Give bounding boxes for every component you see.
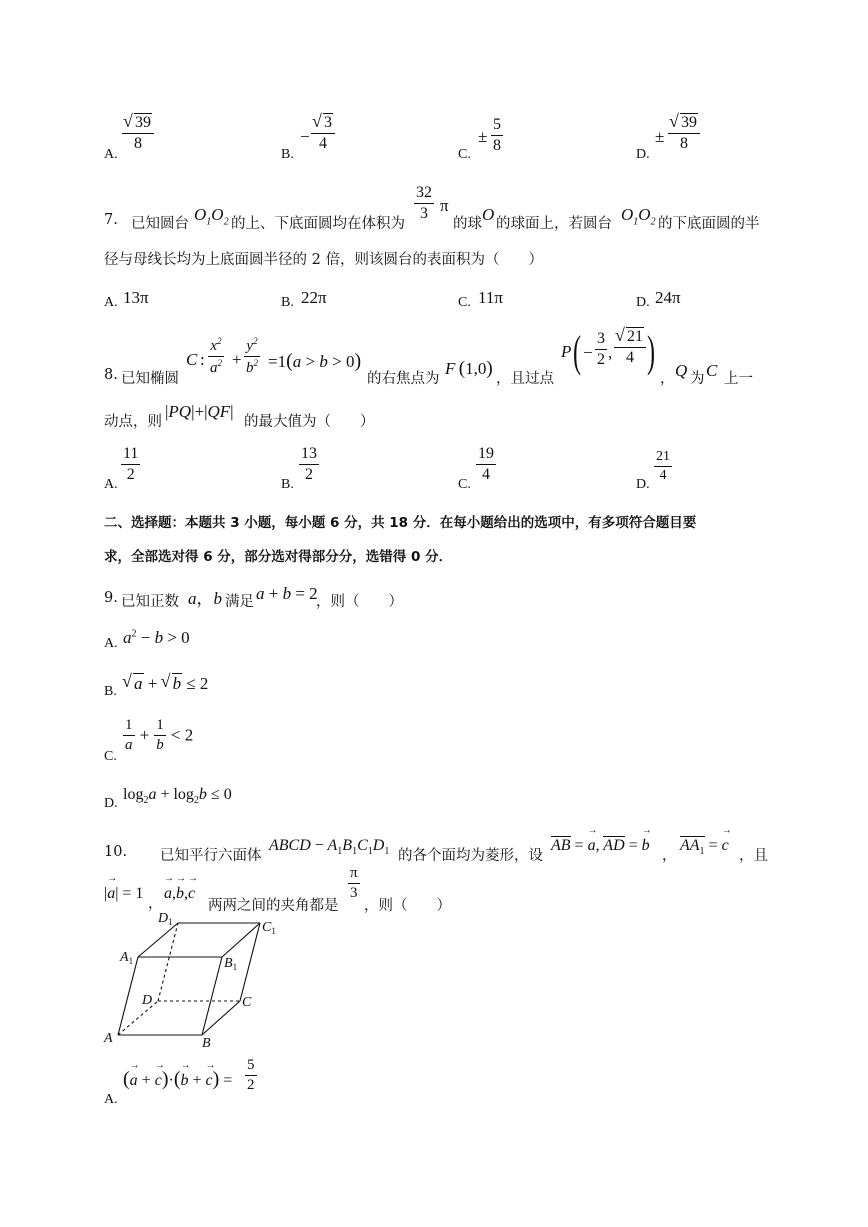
question-text: ，则（ ） — [316, 594, 403, 610]
option-fraction: $\frac{11}{2}$ — [123, 445, 139, 483]
question-text: 已知正数 — [121, 594, 179, 610]
option-label: B. — [281, 147, 294, 162]
section-heading-line1: 二、选择题：本题共 3 小题，每小题 6 分，共 18 分．在每小题给出的选项中，有多项符合题目要 — [104, 515, 697, 531]
option-value: 24π — [655, 288, 681, 307]
question-text: 已知椭圆 — [121, 371, 179, 387]
question-text-line2: 动点，则 — [104, 414, 162, 430]
option-label: A. — [104, 477, 118, 492]
question-text: 的球 — [453, 216, 482, 232]
option-sign: ± — [478, 127, 488, 146]
question-text: ，则（ ） — [364, 898, 451, 914]
option-label: B. — [104, 684, 117, 699]
math-q: Q — [675, 361, 688, 380]
question-text: ， — [148, 896, 163, 912]
option-value: 11π — [478, 288, 503, 307]
question-text: 为 — [690, 371, 705, 387]
figure-label-a1: $A_1$ — [120, 950, 134, 966]
question-text-line2: 径与母线长均为上底面圆半径的 2 倍，则该圆台的表面积为（ ） — [104, 252, 543, 268]
option-value: 13π — [123, 288, 149, 307]
question-text: 的右焦点为 — [367, 371, 440, 387]
question-text: ， — [660, 371, 675, 387]
figure-label-b: B — [202, 1036, 211, 1051]
math-pq-qf: |PQ|+|QF| — [165, 402, 234, 421]
math-a-plus-b: a + b = 2 — [256, 584, 318, 603]
figure-label-a: A — [104, 1031, 113, 1046]
option-b-expression: √ a + √ b ≤ 2 — [123, 674, 208, 694]
question-text: ， — [662, 848, 677, 864]
question-text: 两两之间的夹角都是 — [208, 898, 339, 914]
option-label: D. — [636, 147, 650, 162]
question-text: ，且 — [739, 848, 768, 864]
option-sign: ± — [655, 127, 665, 146]
option-label: A. — [104, 636, 118, 651]
question-text: 已知平行六面体 — [160, 848, 262, 864]
question-text-line2: 的最大值为（ ） — [244, 414, 375, 430]
option-label: C. — [458, 147, 471, 162]
figure-label-c: C — [242, 995, 252, 1010]
question-text: 的球面上，若圆台 — [496, 216, 612, 232]
option-label: C. — [458, 477, 471, 492]
question-number: 8. — [104, 367, 118, 383]
question-text: 满足 — [225, 594, 254, 610]
option-fraction: √ $\frac{39}{8}$ — [668, 115, 700, 153]
option-fraction: $\frac{5}{8}$ — [493, 116, 501, 154]
option-fraction: √ $\frac{39}{8}$ — [122, 115, 154, 153]
math-o: O — [482, 205, 495, 224]
math-vector-aa1: $AA_1 = c$ → — [680, 837, 729, 857]
option-fraction: $\frac{13}{2}$ — [301, 445, 317, 483]
option-fraction: √ $\frac{3}{4}$ — [311, 115, 335, 153]
question-text: 的下底面圆的半 — [658, 216, 760, 232]
math-focus-f: F (1,0) — [445, 358, 493, 379]
option-d-expression: $\log_2a + \log_2b \le 0$ — [123, 786, 232, 807]
question-text: 的各个面均为菱形，设 — [398, 848, 543, 864]
math-a-b: a，b — [188, 589, 222, 608]
question-text: ，且过点 — [496, 371, 554, 387]
question-number: 10. — [104, 844, 128, 860]
option-a-rhs-fraction: $\frac{5}{2}$ — [247, 1057, 255, 1093]
option-sign: − — [300, 127, 310, 146]
math-o1o2: $O_1O_2$ — [621, 205, 656, 228]
math-abc: a →,b →,c → — [164, 885, 195, 903]
question-number: 9. — [104, 590, 118, 606]
section-heading-line2: 求，全部选对得 6 分，部分选对得部分分，选错得 0 分． — [104, 549, 453, 565]
option-label: C. — [104, 749, 117, 764]
option-label: A. — [104, 147, 118, 162]
option-a-expression: (a → + c →)·(b → + c →) = — [123, 1068, 232, 1091]
option-c-expression: $\frac{1}{a}$ + $\frac{1}{b}$ < 2 — [125, 717, 194, 753]
figure-label-b1: $B_1$ — [224, 956, 238, 972]
math-c: C — [706, 361, 718, 380]
option-value: 22π — [301, 288, 327, 307]
math-abs-a: |a →| = 1 — [104, 885, 143, 903]
option-label: B. — [281, 295, 294, 310]
option-label: D. — [104, 796, 118, 811]
question-text: 已知圆台 — [131, 216, 189, 232]
option-label: D. — [636, 477, 650, 492]
option-fraction: $\frac{21}{4}$ — [656, 449, 670, 483]
math-pi: π — [440, 196, 449, 215]
figure-label-c1: $C_1$ — [262, 920, 276, 936]
option-label: A. — [104, 1092, 118, 1107]
option-fraction: $\frac{19}{4}$ — [478, 445, 494, 483]
parallelepiped-figure — [100, 905, 290, 1055]
math-o1o2: $O_1O_2$ — [194, 205, 229, 228]
figure-label-d: D — [142, 993, 153, 1008]
option-label: C. — [458, 295, 471, 310]
math-parallelepiped: ABCD − $A_1B_1C_1D_1$ — [269, 837, 390, 858]
question-text: 上一 — [724, 371, 753, 387]
question-number: 7. — [104, 212, 118, 228]
question-text: 的上、下底面圆均在体积为 — [231, 216, 405, 232]
math-volume-fraction: $\frac{32}{3}$ — [416, 184, 432, 222]
figure-label-d1: $D_1$ — [158, 911, 173, 927]
option-label: B. — [281, 477, 294, 492]
math-vector-defs: AB = a →, AD = b → — [551, 837, 650, 855]
math-pi-over-3: $\frac{\pi}{3}$ — [350, 865, 358, 901]
option-label: D. — [636, 295, 650, 310]
option-a-expression: $a^2 - b > 0$ — [123, 628, 190, 647]
option-label: A. — [104, 295, 118, 310]
